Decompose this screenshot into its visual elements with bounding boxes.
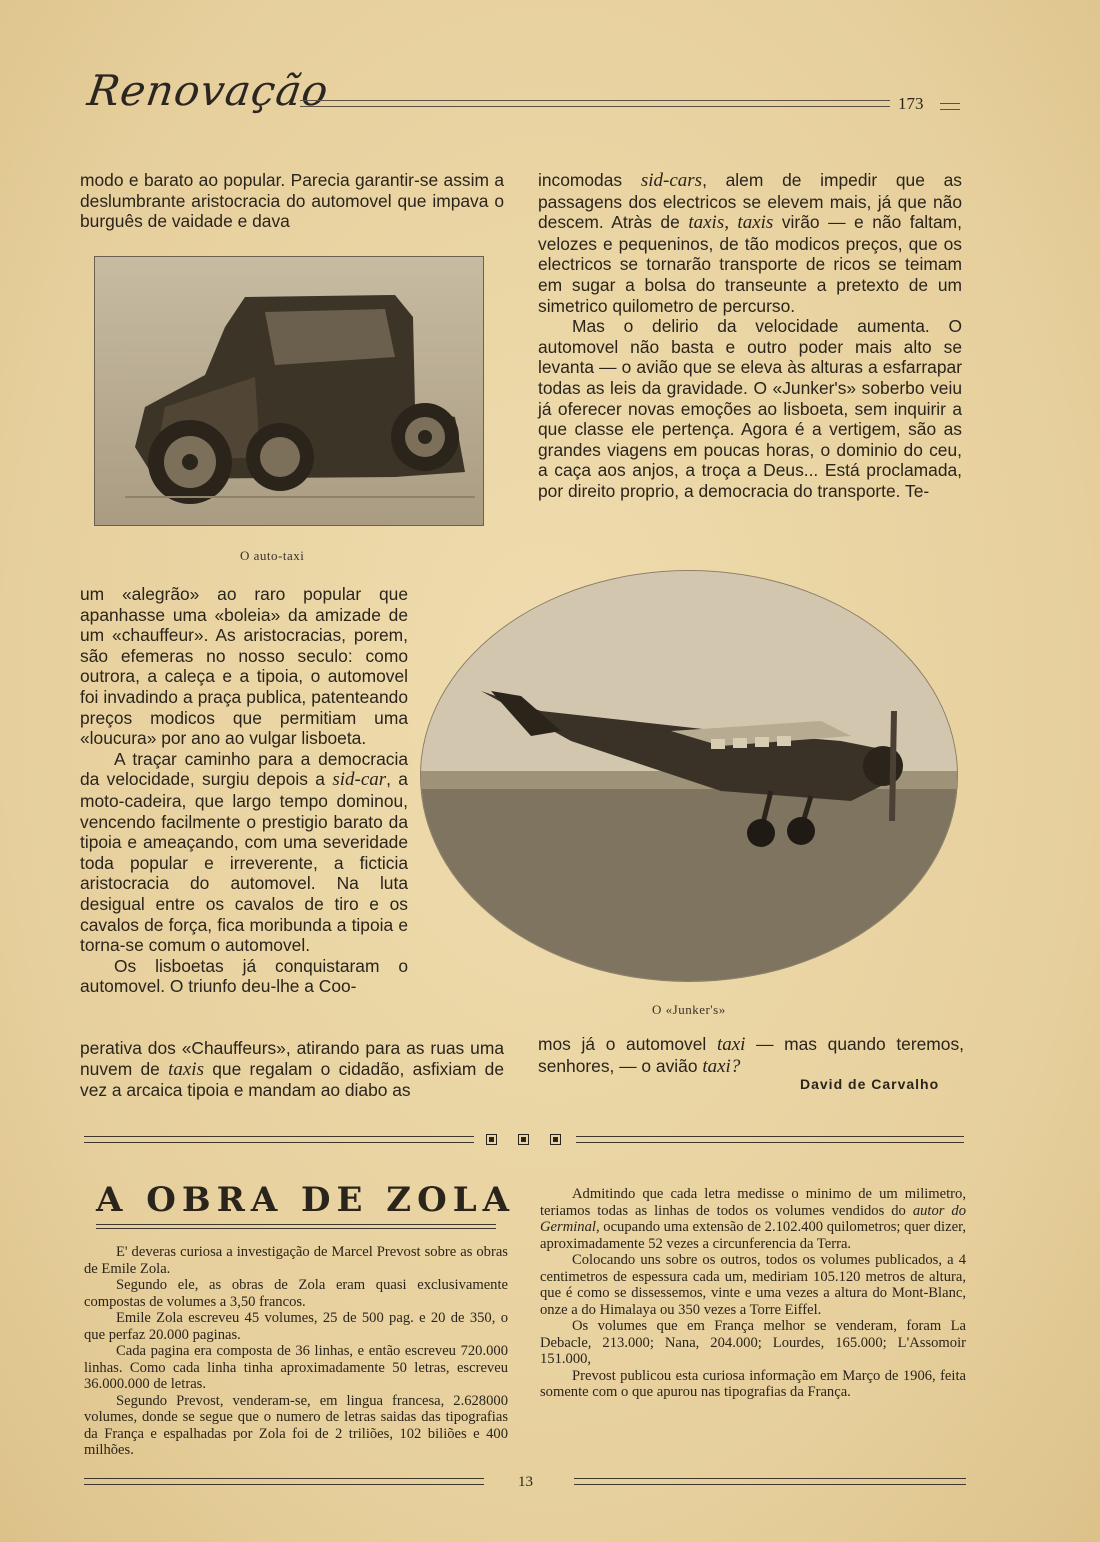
header-rule	[300, 100, 890, 107]
car-photo-caption: O auto-taxi	[240, 548, 305, 563]
article-title: A OBRA DE ZOLA	[96, 1180, 516, 1220]
right-bottom-text	[538, 1034, 964, 1077]
paragraph: Segundo ele, as obras de Zola eram quasi exclusivamente compostas de volumes a 3,50 francos.	[84, 1277, 508, 1310]
plane-illustration	[421, 571, 957, 981]
paragraph: A traçar caminho para a democracia da velocidade, surgiu depois a sid-car, a moto-cadeira, que largo tempo dominou, vencendo facilmente o prestigio barato da tipoia e ameaçando, com uma severidade toda popular e irreverente, a ficticia aristocracia do automovel. Na luta desigual entre os cavalos de tiro e os cavalos de força, fica moribunda a tipoia e torna-se comum o automovel.	[80, 748, 408, 956]
left-top-text	[80, 170, 504, 232]
ornament-square	[486, 1134, 497, 1145]
section-rule-left	[84, 1136, 474, 1143]
left-bottom-text	[80, 1038, 504, 1101]
ornament-square	[518, 1134, 529, 1145]
ornament-square	[550, 1134, 561, 1145]
header-rule-end	[940, 103, 960, 110]
paragraph: modo e barato ao popular. Parecia garantir-se assim a deslumbrante aristocracia do automovel que impava o burguês de vaidade e dava	[80, 170, 504, 232]
paragraph: Admitindo que cada letra medisse o minimo de um milimetro, teriamos todas as linhas de todos os volumes vendidos do autor do Germinal, ocupando uma extensão de 2.102.400 quilometros; quer dizer, aproximadamente 52 vezes a circunferencia da Terra.	[540, 1186, 966, 1252]
paragraph: Cada pagina era composta de 36 linhas, e então escreveu 720.000 linhas. Como cada linha tinha aproximadamente 50 letras, escreveu 36.000.000 de letras.	[84, 1343, 508, 1392]
plane-photo-caption: O «Junker's»	[652, 1002, 726, 1017]
author-signature: David de Carvalho	[800, 1076, 940, 1092]
paragraph: Segundo Prevost, venderam-se, em lingua francesa, 2.628000 volumes, donde se segue que o numero de letras saidas das tipografias da França e espalhadas por Zola foi de 2 triliões, 102 biliões e 400 milhões.	[84, 1392, 508, 1458]
footer-rule-right	[574, 1478, 966, 1485]
section-rule-right	[576, 1136, 964, 1143]
paragraph: um «alegrão» ao raro popular que apanhasse uma «boleia» da amizade de um «chauffeur». As aristocracias, porem, são efemeras no nosso seculo: como outrora, a caleça e a tipoia, o automovel foi invadindo a praça publica, patenteando preços modicos que permitiam uma «loucura» por ano ao vulgar lisboeta.	[80, 584, 408, 749]
left-mid-text	[80, 584, 408, 997]
paragraph: Emile Zola escreveu 45 volumes, 25 de 500 pag. e 20 de 350, o que perfaz 20.000 paginas.	[84, 1310, 508, 1343]
zola-left-column	[84, 1244, 508, 1459]
magazine-logo: Renovação	[84, 66, 332, 115]
paragraph: perativa dos «Chauffeurs», atirando para as ruas uma nuvem de taxis que regalam o cidadão, asfixiam de vez a arcaica tipoia e mandam ao diabo as	[80, 1038, 504, 1101]
paragraph: E' deveras curiosa a investigação de Marcel Prevost sobre as obras de Emile Zola.	[84, 1244, 508, 1277]
right-top-text	[538, 170, 962, 502]
car-illustration	[95, 257, 483, 525]
footer-rule-left	[84, 1478, 484, 1485]
car-photo	[94, 256, 484, 526]
paragraph: Mas o delirio da velocidade aumenta. O automovel não basta e outro poder mais alto se levanta — o avião que se eleva às alturas a esfarrapar todas as leis da gravidade. O «Junker's» soberbo veiu já oferecer novas emoções ao lisboeta, sem inquirir a que classe ele pertença. Agora é a vertigem, são as grandes viagens em poucas horas, o dominio do ceu, a caça aos anjos, a troça a Deus... Está proclamada, por direito proprio, a democracia do transporte. Te-	[538, 316, 962, 501]
zola-right-column	[540, 1186, 966, 1401]
plane-photo	[420, 570, 958, 982]
paragraph: Os lisboetas já conquistaram o automovel. O triunfo deu-lhe a Coo-	[80, 955, 408, 997]
paragraph: mos já o automovel taxi — mas quando teremos, senhores, — o avião taxi?	[538, 1034, 964, 1077]
article-title-rule	[96, 1224, 496, 1229]
paragraph: Prevost publicou esta curiosa informação em Março de 1906, feita somente com o que apurou nas tipografias da França.	[540, 1367, 966, 1400]
paragraph: Colocando uns sobre os outros, todos os volumes publicados, a 4 centimetros de espessura cada um, mediriam 105.120 metros de altura, que é como se dissessemos, vinte e uma vezes a altura do Mont-Blanc, onze a do Himalaya ou 350 vezes a Torre Eiffel.	[540, 1252, 966, 1318]
page-number: 173	[898, 94, 924, 113]
folio-number: 13	[518, 1474, 533, 1490]
paragraph: incomodas sid-cars, alem de impedir que as passagens dos electricos se elevem mais, já que não descem. Atràs de taxis, taxis virão — e não faltam, velozes e pequeninos, de tão modicos preços, que os electricos se tornarão transporte de ricos se teimam em sugar a bolsa do transeunte a pretexto de um simetrico quilometro de percurso.	[538, 170, 963, 316]
paragraph: Os volumes que em França melhor se venderam, foram La Debacle, 213.000; Nana, 204.000; Lourdes, 165.000; L'Assomoir 151.000,	[540, 1318, 966, 1367]
